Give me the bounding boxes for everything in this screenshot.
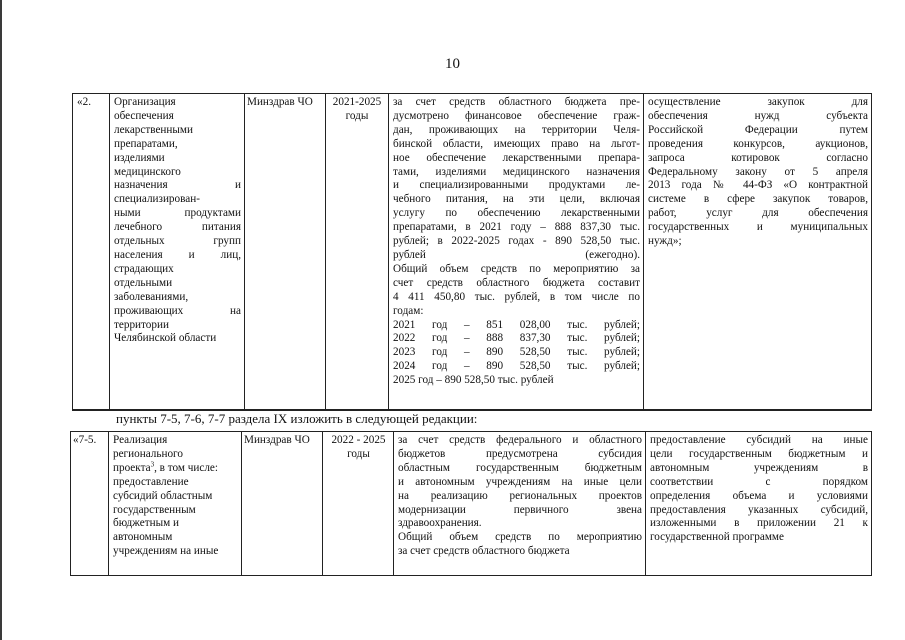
table-row xyxy=(73,94,872,410)
text-line xyxy=(113,504,238,518)
text-line: 2021 год – 851 028,00 тыс. рублей; xyxy=(393,318,640,331)
mechanism-cell xyxy=(646,432,872,576)
text-line xyxy=(113,545,238,559)
page-left-edge xyxy=(0,0,2,640)
text-fragment: государственным xyxy=(113,503,196,516)
text-line: ное обеспечение лекарственными препара- xyxy=(393,151,640,164)
footnote-mark: 3 xyxy=(150,460,155,469)
text-line: работ, услуг для обеспечения xyxy=(648,207,868,220)
period-cell: 2021-2025 годы xyxy=(326,94,389,410)
text-line: государственных и муниципальных xyxy=(648,221,868,234)
text-fragment: , в том числе: xyxy=(154,461,218,474)
text-line: счет средств областного бюджета составит xyxy=(393,276,640,289)
text-line: цели государственным бюджетным и xyxy=(650,447,868,460)
text-line: автономным учреждениям в xyxy=(650,461,868,474)
item-name-cell xyxy=(109,432,242,576)
text-line: и специализированными продуктами ле- xyxy=(393,179,640,192)
text-fragment: проекта xyxy=(113,461,151,474)
text-line: медицинского xyxy=(114,165,181,178)
item-name-text xyxy=(113,434,238,559)
text-line: ными продуктами xyxy=(114,207,241,220)
text-line xyxy=(113,434,238,448)
text-line: 4 411 450,80 тыс. рублей, в том числе по xyxy=(393,290,640,303)
text-line: территории xyxy=(114,318,169,331)
page-number: 10 xyxy=(445,56,460,72)
text-line: услугу по обеспечению лекарственными xyxy=(393,207,640,220)
text-line: Общий объем средств по мероприятию за xyxy=(393,262,640,275)
text-line: Общий объем средств по мероприятию xyxy=(398,531,642,544)
text-line: здравоохранения. xyxy=(398,517,482,530)
text-line: Федеральному закону от 5 апреля xyxy=(648,165,868,178)
executor-cell: Минздрав ЧО xyxy=(245,94,326,410)
text-line: 2024 год – 890 528,50 тыс. рублей; xyxy=(393,360,640,373)
text-line: нужд»; xyxy=(648,235,682,248)
program-table-item-7-5 xyxy=(70,431,872,576)
table-row xyxy=(71,432,872,576)
funding-text xyxy=(398,434,642,559)
text-line: бинской области, имеющих право на льгот- xyxy=(393,137,640,150)
text-line: запроса котировок согласно xyxy=(648,151,868,164)
text-line: обеспечения xyxy=(114,109,174,122)
text-line: проживающих на xyxy=(114,304,241,317)
text-line: за счет средств областного бюджета пре- xyxy=(393,96,640,108)
text-line: за счет средств областного бюджета xyxy=(398,545,570,558)
text-line: системе в сфере закупок товаров, xyxy=(648,193,868,206)
text-line: страдающих xyxy=(114,262,174,275)
text-line: 2023 год – 890 528,50 тыс. рублей; xyxy=(393,346,640,359)
item-number-cell: «2. xyxy=(73,94,110,410)
text-line: дан, проживающих на территории Челя- xyxy=(393,123,640,136)
item-number-cell: «7-5. xyxy=(71,432,109,576)
text-line: дусмотрено финансовое обеспечение граж- xyxy=(393,109,640,122)
executor-cell: Минздрав ЧО xyxy=(242,432,323,576)
text-line: рублей (ежегодно). xyxy=(393,248,640,261)
text-line: тами, изделиями медицинского назначения xyxy=(393,165,640,178)
text-line: соответствии с порядком xyxy=(650,475,868,488)
text-line: 2022 год – 888 837,30 тыс. рублей; xyxy=(393,332,640,345)
text-line: государственной программе xyxy=(650,531,784,544)
text-fragment: бюджетным и xyxy=(113,517,179,530)
item-name-text xyxy=(114,96,241,346)
text-line: 2013 года № 44-ФЗ «О контрактной xyxy=(648,179,868,192)
funding-cell xyxy=(394,432,646,576)
mechanism-text xyxy=(648,96,868,249)
text-fragment: регионального xyxy=(113,447,183,460)
text-line: специализирован- xyxy=(114,193,200,206)
text-line: 2025 год – 890 528,50 тыс. рублей xyxy=(393,374,554,387)
program-table-item-2 xyxy=(72,93,872,411)
text-line: лечебного питания xyxy=(114,221,241,234)
text-line: областным государственным бюджетным xyxy=(398,461,642,474)
text-line: бюджетов предусмотрена субсидия xyxy=(398,447,642,460)
text-line: обеспечения нужд субъекта xyxy=(648,109,868,122)
text-line: годам: xyxy=(393,304,424,317)
text-line xyxy=(113,476,238,490)
text-line xyxy=(113,448,238,462)
text-line: препаратами, в 2021 году – 888 837,30 тыс. xyxy=(393,221,640,234)
text-line: населения и лиц, xyxy=(114,248,241,261)
text-line xyxy=(113,517,238,531)
text-line: за счет средств федерального и областного xyxy=(398,434,642,446)
text-fragment: субсидий областным xyxy=(113,489,213,502)
mechanism-cell xyxy=(644,94,872,410)
text-line xyxy=(113,531,238,545)
text-line: чебного питания, на эти цели, включая xyxy=(393,193,640,206)
text-line: Организация xyxy=(114,96,176,108)
text-line: изложенными в приложении 21 к xyxy=(650,517,868,530)
text-line: отдельных групп xyxy=(114,235,241,248)
text-line: предоставление субсидий на иные xyxy=(650,434,868,446)
text-line: определения объема и условиями xyxy=(650,489,868,502)
text-line: препаратами, xyxy=(114,137,178,150)
text-line: предоставления указанных субсидий, xyxy=(650,503,868,516)
text-line: Челябинской области xyxy=(114,332,217,345)
text-fragment: предоставление xyxy=(113,475,189,488)
text-line: назначения и xyxy=(114,179,241,192)
text-line: заболеваниями, xyxy=(114,290,189,303)
text-line: рублей; в 2022-2025 годах - 890 528,50 тыс. xyxy=(393,235,640,248)
mechanism-text xyxy=(650,434,868,545)
text-line: отдельными xyxy=(114,276,173,289)
funding-text xyxy=(393,96,640,388)
text-line: осуществление закупок для xyxy=(648,96,868,108)
item-name-cell xyxy=(110,94,245,410)
text-fragment: учреждениям на иные xyxy=(113,545,219,558)
text-line: проведения конкурсов, аукционов, xyxy=(648,137,868,150)
text-line: на реализацию региональных проектов xyxy=(398,489,642,502)
text-fragment: автономным xyxy=(113,531,173,544)
text-line xyxy=(113,462,238,476)
period-cell: 2022 - 2025 годы xyxy=(323,432,394,576)
text-line xyxy=(113,490,238,504)
text-line: модернизации первичного звена xyxy=(398,503,642,516)
text-line: Российской Федерации путем xyxy=(648,123,868,136)
text-line: лекарственными xyxy=(114,123,193,136)
text-line: и автономным учреждениям на иные цели xyxy=(398,475,642,488)
text-fragment: Реализация xyxy=(113,434,168,446)
text-line: изделиями xyxy=(114,151,165,164)
funding-cell xyxy=(389,94,644,410)
amendment-intro-line: пункты 7-5, 7-6, 7-7 раздела IX изложить в следующей редакции: xyxy=(116,411,478,426)
